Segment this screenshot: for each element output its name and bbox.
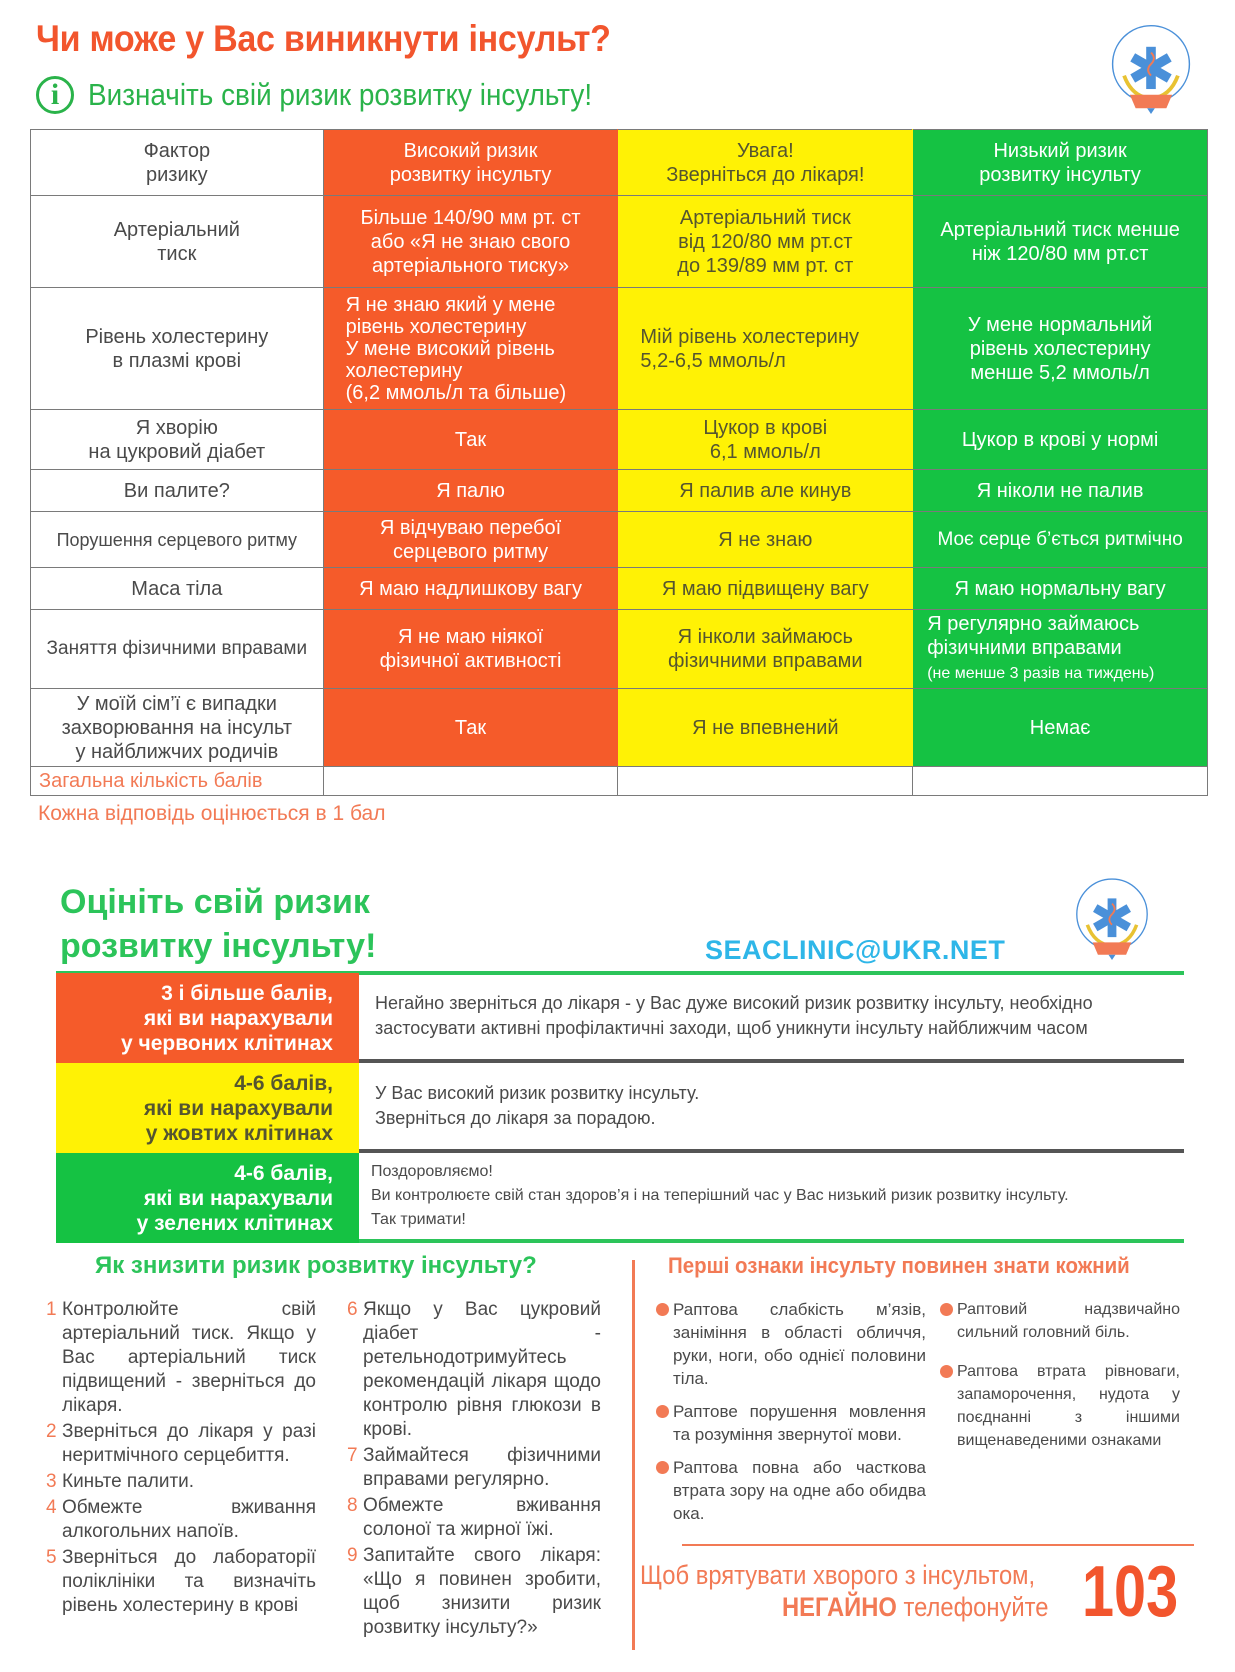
header-low-risk: Низький ризик розвитку інсульту bbox=[913, 130, 1208, 196]
hospital-emblem-icon bbox=[1068, 872, 1156, 960]
low-risk-cell[interactable]: Моє серце б’ється ритмічно bbox=[913, 512, 1208, 568]
total-high-field[interactable] bbox=[323, 767, 618, 796]
high-risk-cell[interactable]: Так bbox=[323, 689, 618, 767]
low-risk-cell[interactable]: Я регулярно займаюсь фізичними вправами (не менше 3 разів на тиждень) bbox=[913, 610, 1208, 689]
low-risk-cell[interactable]: Цукор в крові у нормі bbox=[913, 410, 1208, 470]
high-risk-cell[interactable]: Я відчуваю перебої серцевого ритму bbox=[323, 512, 618, 568]
high-risk-cell[interactable]: Я палю bbox=[323, 470, 618, 512]
column-divider bbox=[632, 1260, 635, 1650]
sign-item: Раптовий надзвичайно сильний головний біль. bbox=[940, 1298, 1180, 1344]
factor-cell: Заняття фізичними вправами bbox=[31, 610, 324, 689]
emergency-phone-number[interactable]: 103 bbox=[1082, 1552, 1179, 1632]
bullet-icon bbox=[940, 1365, 953, 1378]
score-description: Негайно зверніться до лікаря - у Вас дуже високий ризик розвитку інсульту, необхідно застосувати активні профілактичні заходи, щоб уникнути інсульту найближчим часом bbox=[359, 973, 1184, 1063]
total-label: Загальна кількість балів bbox=[31, 767, 324, 796]
header-factor: Фактор ризику bbox=[31, 130, 324, 196]
factor-cell: Маса тіла bbox=[31, 568, 324, 610]
subtitle-row bbox=[36, 76, 648, 114]
call-line-2: НЕГАЙНО телефонуйте bbox=[782, 1592, 1049, 1622]
bullet-icon bbox=[656, 1303, 669, 1316]
table-row bbox=[31, 568, 1208, 610]
call-line-1: Щоб врятувати хворого з інсультом, bbox=[640, 1560, 1036, 1590]
header-high-risk: Високий ризик розвитку інсульту bbox=[323, 130, 618, 196]
page-subtitle: Визначіть свій ризик розвитку інсульту! bbox=[88, 77, 593, 112]
sign-item: Раптова слабкість м’язів, заніміння в області обличчя, руки, ноги, обо однієї половини тіла. bbox=[656, 1298, 926, 1390]
hospital-logo bbox=[1103, 18, 1199, 114]
score-description: Поздоровляємо! Ви контролюєте свій стан здоров’я і на теперішний час у Вас низький ризик розвитку інсульту. Так тримати! bbox=[359, 1153, 1184, 1243]
score-level-green bbox=[56, 1153, 1184, 1243]
table-row bbox=[31, 470, 1208, 512]
factor-cell: Порушення серцевого ритму bbox=[31, 512, 324, 568]
high-risk-cell[interactable]: Я не маю ніякої фізичної активності bbox=[323, 610, 618, 689]
signs-column-left bbox=[656, 1298, 926, 1535]
score-level-red bbox=[56, 973, 1184, 1063]
factor-cell: Я хворію на цукровий діабет bbox=[31, 410, 324, 470]
first-signs-title: Перші ознаки інсульту повинен знати кожний bbox=[668, 1253, 1130, 1278]
tip-item: 9 Запитайте свого лікаря: «Що я повинен зробити, щоб знизити ризик розвитку інсульту?» bbox=[347, 1545, 601, 1638]
call-divider bbox=[682, 1544, 1194, 1546]
table-row bbox=[31, 196, 1208, 288]
hospital-emblem-icon bbox=[1103, 18, 1199, 114]
tips-column-left bbox=[46, 1298, 316, 1620]
low-risk-note: (не менше 3 разів на тиждень) bbox=[927, 665, 1155, 682]
factor-cell: Артеріальний тиск bbox=[31, 196, 324, 288]
assessment-title: Оцініть свій ризик розвитку інсульту! bbox=[60, 883, 377, 965]
tip-item: 6 Якщо у Вас цукровий діабет - ретельнодотримуйтесь рекомендацій лікаря щодо контролю рівня глюкози в крові. bbox=[347, 1299, 601, 1440]
scoring-note: Кожна відповідь оцінюється в 1 бал bbox=[38, 802, 386, 825]
medium-risk-cell[interactable]: Я не знаю bbox=[618, 512, 913, 568]
contact-email[interactable]: SEACLINIC@UKR.NET bbox=[705, 935, 1006, 965]
reduce-risk-title: Як знизити ризик розвитку інсульту? bbox=[95, 1252, 537, 1279]
tip-item: 7 Займайтеся фізичними вправами регулярно. bbox=[347, 1445, 601, 1490]
high-risk-cell[interactable]: Я маю надлишкову вагу bbox=[323, 568, 618, 610]
table-row bbox=[31, 410, 1208, 470]
low-risk-cell[interactable]: У мене нормальний рівень холестерину менше 5,2 ммоль/л bbox=[913, 288, 1208, 410]
factor-cell: У моїй сім’ї є випадки захворювання на інсульт у найближчих родичів bbox=[31, 689, 324, 767]
tip-item: 1 Контролюйте свій артеріальний тиск. Якщо у Вас артеріальний тиск підвищений - зверніться до лікаря. bbox=[46, 1299, 316, 1416]
page-title: Чи може у Вас виникнути інсульт? bbox=[36, 18, 611, 59]
tip-item: 4 Обмежте вживання алкогольних напоїв. bbox=[46, 1497, 316, 1542]
low-risk-cell[interactable]: Немає bbox=[913, 689, 1208, 767]
score-level-yellow bbox=[56, 1063, 1184, 1153]
score-label: 3 і більше балів, які ви нарахували у червоних клітинах bbox=[56, 973, 359, 1063]
sign-item: Раптове порушення мовлення та розуміння звернутої мови. bbox=[656, 1400, 926, 1446]
total-low-field[interactable] bbox=[913, 767, 1208, 796]
bullet-icon bbox=[656, 1405, 669, 1418]
tip-item: 3 Киньте палити. bbox=[46, 1471, 195, 1492]
signs-column-right bbox=[940, 1298, 1180, 1462]
total-medium-field[interactable] bbox=[618, 767, 913, 796]
high-risk-cell[interactable]: Більше 140/90 мм рт. ст або «Я не знаю свого артеріального тиску» bbox=[323, 196, 618, 288]
sign-item: Раптова втрата рівноваги, запаморочення, нудота у поєднанні з іншими вищенаведеними ознаками bbox=[940, 1360, 1180, 1452]
factor-cell: Ви палите? bbox=[31, 470, 324, 512]
score-description: У Вас високий ризик розвитку інсульту. Зверніться до лікаря за порадою. bbox=[359, 1063, 1184, 1153]
low-risk-cell[interactable]: Артеріальний тиск менше ніж 120/80 мм рт.ст bbox=[913, 196, 1208, 288]
low-risk-cell[interactable]: Я маю нормальну вагу bbox=[913, 568, 1208, 610]
score-label: 4-6 балів, які ви нарахували у жовтих клітинах bbox=[56, 1063, 359, 1153]
tip-item: 8 Обмежте вживання солоної та жирної їжі. bbox=[347, 1495, 601, 1540]
medium-risk-cell[interactable]: Артеріальний тиск від 120/80 мм рт.ст до 139/89 мм рт. ст bbox=[618, 196, 913, 288]
bullet-icon bbox=[656, 1461, 669, 1474]
medium-risk-cell[interactable]: Я не впевнений bbox=[618, 689, 913, 767]
medium-risk-cell[interactable]: Я палив але кинув bbox=[618, 470, 913, 512]
header-attention: Увага! Зверніться до лікаря! bbox=[618, 130, 913, 196]
tips-column-right bbox=[347, 1298, 601, 1642]
medium-risk-cell[interactable]: Я інколи займаюсь фізичними вправами bbox=[618, 610, 913, 689]
table-header-row bbox=[31, 130, 1208, 196]
low-risk-cell[interactable]: Я ніколи не палив bbox=[913, 470, 1208, 512]
high-risk-cell[interactable]: Так bbox=[323, 410, 618, 470]
bullet-icon bbox=[940, 1303, 953, 1316]
factor-cell: Рівень холестерину в плазмі крові bbox=[31, 288, 324, 410]
tip-item: 5 Зверніться до лабораторії поліклініки та визначіть рівень холестерину в крові bbox=[46, 1547, 316, 1616]
high-risk-cell[interactable]: Я не знаю який у мене рівень холестерину У мене високий рівень холестерину (6,2 ммоль/л та більше) bbox=[323, 288, 618, 410]
score-label: 4-6 балів, які ви нарахували у зелених клітинах bbox=[56, 1153, 359, 1243]
medium-risk-cell[interactable]: Мій рівень холестерину 5,2-6,5 ммоль/л bbox=[618, 288, 913, 410]
total-row bbox=[31, 767, 1208, 796]
table-row bbox=[31, 689, 1208, 767]
medium-risk-cell[interactable]: Я маю підвищену вагу bbox=[618, 568, 913, 610]
table-row bbox=[31, 610, 1208, 689]
info-icon: i bbox=[36, 76, 74, 114]
hospital-logo-small bbox=[1068, 872, 1156, 960]
medium-risk-cell[interactable]: Цукор в крові 6,1 ммоль/л bbox=[618, 410, 913, 470]
urgent-label: НЕГАЙНО bbox=[782, 1592, 897, 1622]
table-row bbox=[31, 288, 1208, 410]
table-row bbox=[31, 512, 1208, 568]
risk-factor-table bbox=[30, 129, 1208, 796]
sign-item: Раптова повна або часткова втрата зору на одне або обидва ока. bbox=[656, 1456, 926, 1525]
tip-item: 2 Зверніться до лікаря у разі неритмічного серцебиття. bbox=[46, 1421, 316, 1466]
